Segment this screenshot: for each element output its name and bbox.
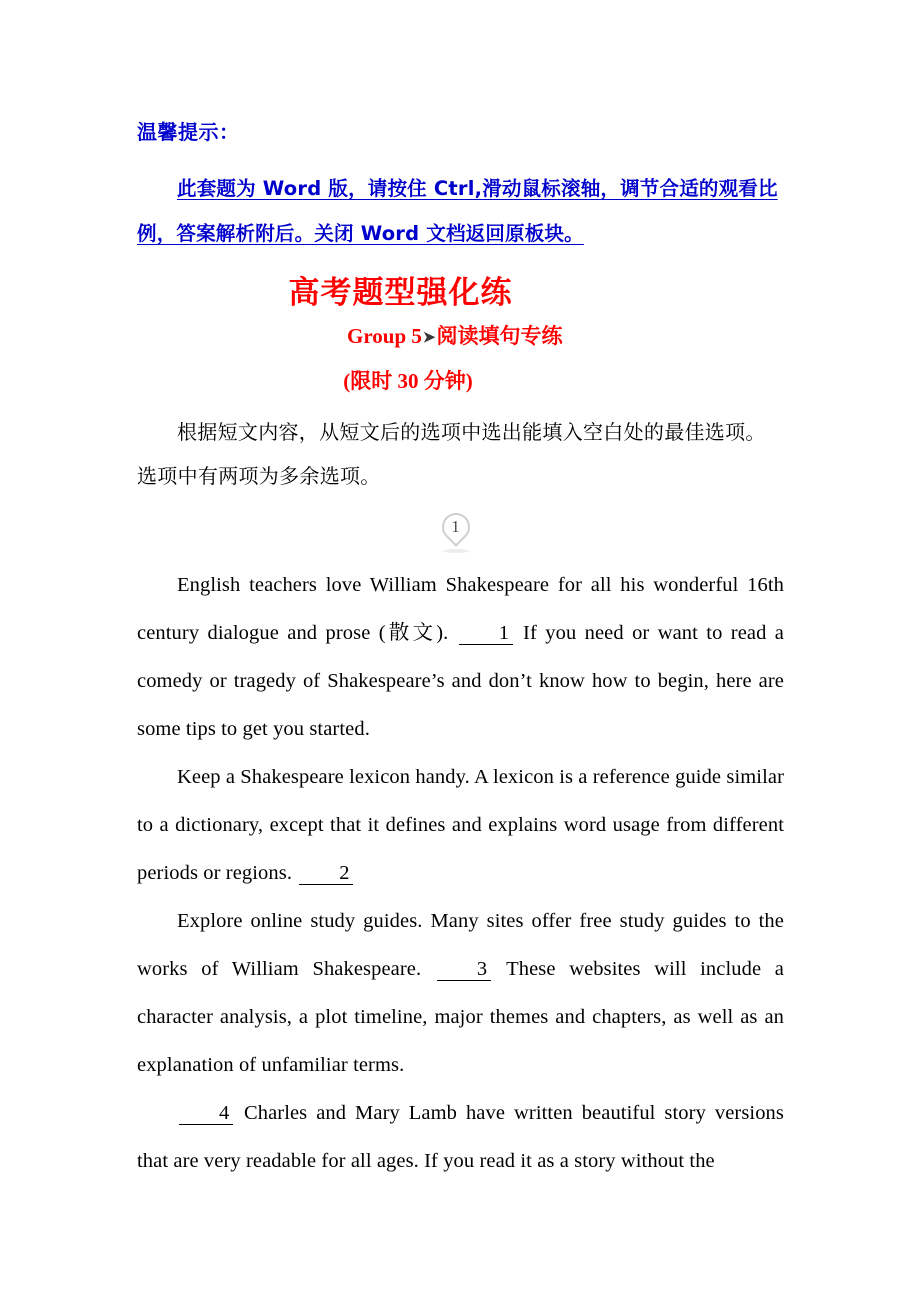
group-topic: 阅读填句专练	[436, 323, 563, 348]
notice-body: 此套题为 Word 版，请按住 Ctrl,滑动鼠标滚轴，调节合适的观看比例，答案解析附后。关闭 Word 文档返回原板块。	[137, 177, 778, 245]
passage-marker	[137, 499, 784, 561]
group-label: Group 5	[347, 323, 422, 348]
passage-paragraph: 4 Charles and Mary Lamb have written beautiful story versions that are very readable for all ages. If you read it as a story without the	[137, 1101, 784, 1172]
answer-blank[interactable]: 3	[437, 959, 491, 982]
instruction-text: 根据短文内容，从短文后的选项中选出能填入空白处的最佳选项。选项中有两项为多余选项。	[137, 421, 766, 488]
passage-number: 1	[451, 516, 460, 536]
notice-title: 温馨提示：	[137, 120, 240, 144]
map-pin-shadow	[443, 549, 469, 553]
passage-body	[137, 561, 784, 1185]
map-pin-icon	[440, 513, 474, 555]
answer-blank[interactable]: 1	[459, 623, 513, 646]
page-title: 高考题型强化练	[288, 275, 513, 311]
document-content	[137, 0, 784, 1185]
arrow-right-icon: ➤	[422, 329, 436, 346]
passage-paragraph: English teachers love William Shakespeare for all his wonderful 16th century dialogue and prose (散文). 1 If you need or want to read a comedy or tragedy of Shakespeare’s and don’t know how to begin, here are some tips to get you started.	[137, 573, 784, 740]
answer-blank[interactable]: 2	[299, 863, 353, 886]
answer-blank[interactable]: 4	[179, 1103, 233, 1126]
passage-paragraph: Explore online study guides. Many sites offer free study guides to the works of William Shakespeare. 3 These websites will include a character analysis, a plot timeline, major themes and chapters, as well as an explanation of unfamiliar terms.	[137, 909, 784, 1076]
passage-paragraph: Keep a Shakespeare lexicon handy. A lexicon is a reference guide similar to a dictionary, except that it defines and explains word usage from different periods or regions. 2	[137, 765, 784, 884]
group-subtitle	[137, 310, 784, 348]
time-limit-label: (限时 30 分钟)	[343, 368, 473, 393]
